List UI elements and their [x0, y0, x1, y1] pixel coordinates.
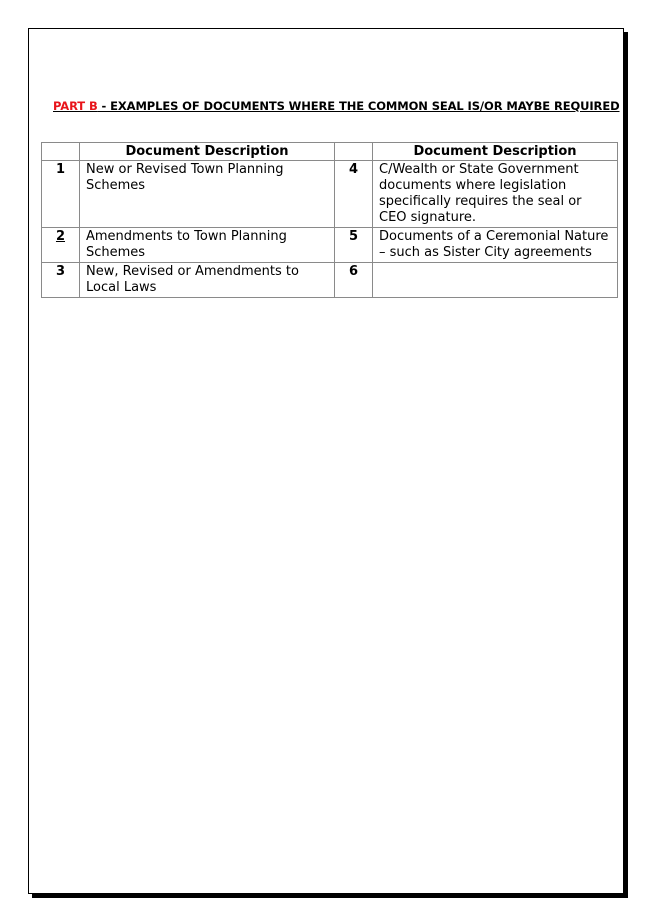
document-table [41, 142, 618, 298]
row-description: Amendments to Town Planning Schemes [80, 228, 335, 263]
row-number: 2 [42, 228, 80, 263]
row-number: 5 [335, 228, 373, 263]
table-row [42, 263, 618, 298]
row-description: New or Revised Town Planning Schemes [80, 161, 335, 228]
heading-title: - EXAMPLES OF DOCUMENTS WHERE THE COMMON SEAL IS/OR MAYBE REQUIRED [97, 99, 620, 113]
table-header-row [42, 143, 618, 161]
row-number: 1 [42, 161, 80, 228]
header-description-left: Document Description [80, 143, 335, 161]
header-description-right: Document Description [373, 143, 618, 161]
header-num-right [335, 143, 373, 161]
row-description [373, 263, 618, 298]
row-description: New, Revised or Amendments to Local Laws [80, 263, 335, 298]
header-num-left [42, 143, 80, 161]
row-number: 4 [335, 161, 373, 228]
row-description: Documents of a Ceremonial Nature – such as Sister City agreements [373, 228, 618, 263]
row-description: C/Wealth or State Government documents where legislation specifically requires the seal or CEO signature. [373, 161, 618, 228]
section-heading [53, 99, 620, 113]
row-number: 6 [335, 263, 373, 298]
table-row [42, 228, 618, 263]
table-row [42, 161, 618, 228]
part-label: PART B [53, 99, 98, 113]
row-number: 3 [42, 263, 80, 298]
